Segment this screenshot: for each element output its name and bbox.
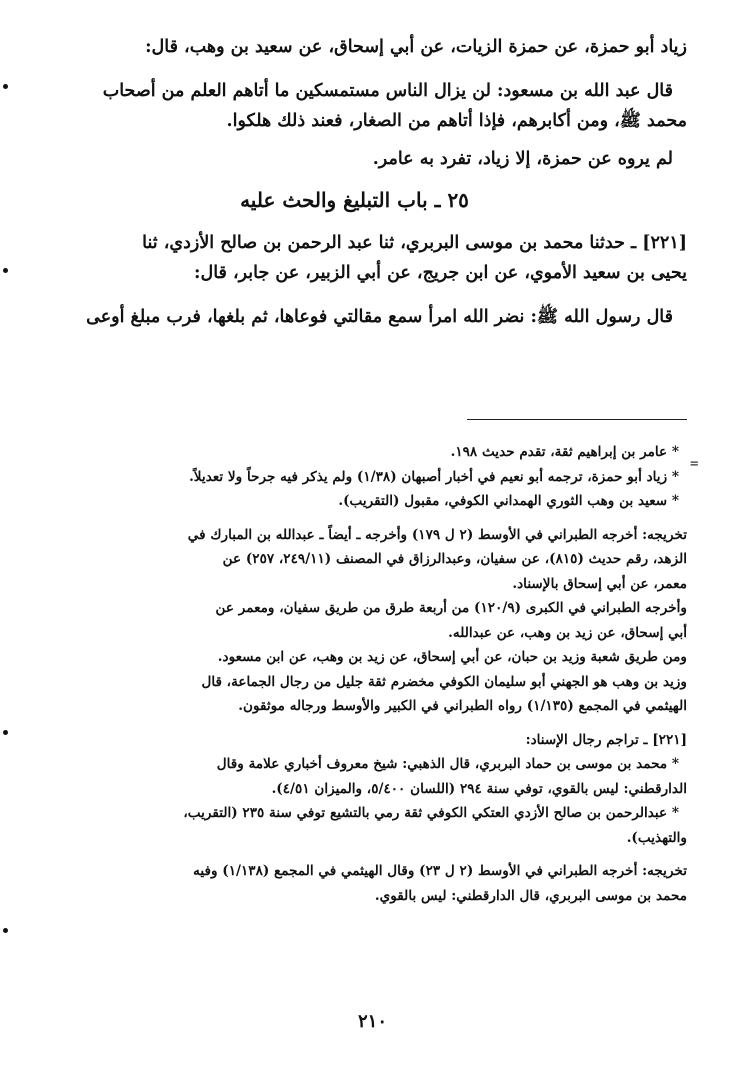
margin-equals-mark: = <box>690 456 699 472</box>
footnote-line-14: الدارقطني: ليس بالقوي، توفي سنة ٢٩٤ (اللسان ٥/٤٠٠، والميزان ٤/٥١). <box>271 780 687 797</box>
footnote-line-15: * عبدالرحمن بن صالح الأزدي العتكي الكوفي ثقة رمي بالتشيع توفي سنة ٢٣٥ (التقريب، <box>183 805 679 821</box>
footnote-line-8: أبي إسحاق، عن زيد بن وهب، عن عبدالله. <box>448 624 687 641</box>
margin-dot-icon <box>3 928 8 933</box>
footnote-line-12: [٢٢١] ـ تراجم رجال الإسناد: <box>525 731 687 748</box>
margin-dot-icon <box>3 730 8 735</box>
margin-dot-icon <box>3 268 8 273</box>
main-text <box>22 32 687 332</box>
footnote-line-4: تخريجه: أخرجه الطبراني في الأوسط (٢ ل ١٧٩) وأخرجه ـ أيضاً ـ عبدالله بن المبارك في <box>187 526 687 543</box>
footnote-divider <box>467 419 687 420</box>
footnote-line-16: والتهذيب). <box>626 829 687 846</box>
margin-dot-icon <box>3 84 8 89</box>
main-line-6: يحيى بن سعيد الأموي، عن ابن جريج، عن أبي الزبير، عن جابر، قال: <box>194 263 687 283</box>
footnote-line-13: * محمد بن موسى بن حماد البربري، قال الذهبي: شيخ معروف أخباري علامة وقال <box>216 756 679 772</box>
footnote-line-17: تخريجه: أخرجه الطبراني في الأوسط (٢ ل ٢٣) وقال الهيثمي في المجمع (١/١٣٨) وفيه <box>193 863 687 879</box>
footnote-line-18: محمد بن موسى البربري، قال الدارقطني: ليس بالقوي. <box>374 887 687 904</box>
footnotes <box>36 440 687 908</box>
footnote-line-6: معمر، عن أبي إسحاق بالإسناد. <box>512 575 687 592</box>
chapter-heading: ٢٥ ـ باب التبليغ والحث عليه <box>240 188 469 212</box>
footnote-line-1: * عامر بن إبراهيم ثقة، تقدم حديث ١٩٨. <box>450 444 679 460</box>
footnote-line-9: ومن طريق شعبة وزيد بن حبان، عن أبي إسحاق، عن زيد بن وهب، عن ابن مسعود. <box>217 649 687 665</box>
footnote-line-7: وأخرجه الطبراني في الكبرى (١٢٠/٩) من أربعة طرق من طريق سفيان، ومعمر عن <box>215 600 687 616</box>
main-line-5: [٢٢١] ـ حدثنا محمد بن موسى البربري، ثنا عبد الرحمن بن صالح الأزدي، ثنا <box>142 233 687 253</box>
footnote-line-5: الزهد، رقم حديث (٨١٥)، عن سفيان، وعبدالرزاق في المصنف (٢٤٩/١١، ٢٥٧) عن <box>222 551 687 567</box>
main-line-4: لم يروه عن حمزة، إلا زياد، تفرد به عامر. <box>372 149 673 169</box>
main-line-7: قال رسول الله ﷺ: نضر الله امرأ سمع مقالتي فوعاها، ثم بلغها، فرب مبلغ أوعى <box>86 307 673 327</box>
main-line-2: قال عبد الله بن مسعود: لن يزال الناس مستمسكين ما أتاهم العلم من أصحاب <box>102 81 673 101</box>
page-number: ٢١٠ <box>357 1011 387 1032</box>
main-line-3: محمد ﷺ، ومن أكابرهم، فإذا أتاهم من الصغار، فعند ذلك هلكوا. <box>226 111 687 131</box>
footnote-line-3: * سعيد بن وهب الثوري الهمداني الكوفي، مقبول (التقريب). <box>338 493 679 509</box>
footnote-line-2: * زياد أبو حمزة، ترجمه أبو نعيم في أخبار أصبهان (١/٣٨) ولم يذكر فيه جرحاً ولا تعديلاً. <box>189 468 679 485</box>
footnote-line-10: وزيد بن وهب هو الجهني أبو سليمان الكوفي مخضرم ثقة جليل من رجال الجماعة، قال <box>201 673 687 690</box>
main-line-1: زياد أبو حمزة، عن حمزة الزيات، عن أبي إسحاق، عن سعيد بن وهب، قال: <box>145 37 687 57</box>
footnote-line-11: الهيثمي في المجمع (١/١٣٥) رواه الطبراني في الكبير والأوسط ورجاله موثقون. <box>238 698 687 714</box>
